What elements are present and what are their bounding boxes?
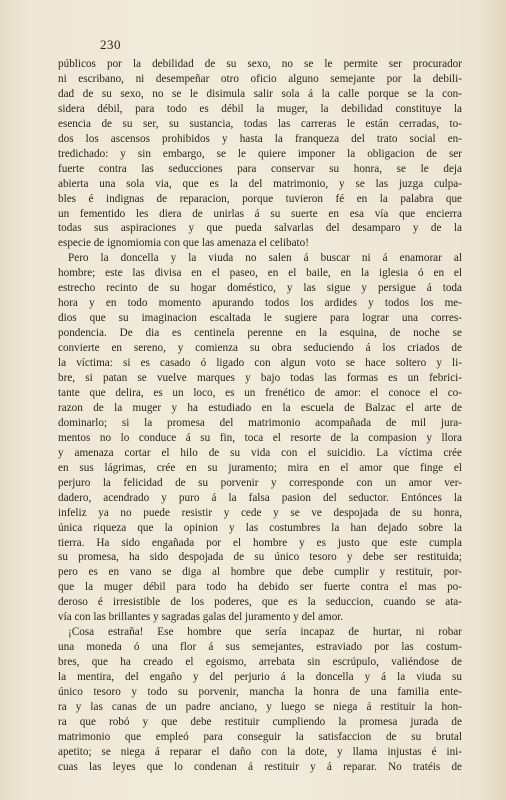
text-line: pondencia. De dia es centinela perenne en la esquina, de noche se — [58, 327, 462, 340]
text-line: bre, si patan se vuelve marques y bajo todas las formas es un febrici- — [58, 372, 462, 385]
text-line: y amenaza cortar el hilo de su vida con el suicidio. La víctima crée — [58, 446, 462, 459]
text-line: dadero, acendrado y puro á la falsa pasion del seductor. Entónces la — [58, 491, 462, 504]
page-number: 230 — [100, 37, 121, 52]
text-line: pero es en vano se diga al hombre que debe cumplir y restituir, por- — [58, 566, 462, 579]
text-line: fuerte contra las seducciones para conservar su honra, se le deja — [58, 162, 462, 175]
text-line: su promesa, ha sido despojada de su único tesoro y debe ser restituida; — [58, 551, 462, 564]
text-line: sidera débil, para todo es débil la muger, la debilidad constituye la — [58, 102, 462, 115]
text-line: ni escribano, ni desempeñar otro oficio alguno semejante por la debili- — [58, 72, 462, 85]
text-line: una moneda ó una flor á sus semejantes, estraviado por las costum- — [58, 641, 462, 654]
text-line: deroso é irresistible de los poderes, que es la seduccion, cuando se ata- — [58, 596, 462, 609]
text-line: único tesoro y todo su porvenir, mancha la honra de una familia ente- — [58, 686, 462, 699]
text-line: tredichado: y sin embargo, se le quiere imponer la obligacion de ser — [58, 147, 462, 160]
text-line: cuas las leyes que lo condenan á restituir y á reparar. No tratéis de — [58, 760, 462, 773]
text-line: la víctima: si es casado ó ligado con algun voto se hace soltero y li- — [58, 357, 462, 370]
text-line: perjuro la felicidad de su porvenir y corresponde con un amor ver- — [58, 476, 462, 489]
text-line: estrecho recinto de su hogar doméstico, y las sigue y persigue á toda — [58, 282, 462, 295]
text-line: un fementido les diera de unirlas á su suerte en esa vía que encierra — [58, 207, 462, 220]
text-line: que la muger débil para todo ha debido ser fuerte contra el mas po- — [58, 581, 462, 594]
text-line: matrimonio que empleó para conseguir la satisfaccion de su brutal — [58, 730, 462, 743]
text-line: bres, que ha creado el egoismo, arrebata sin escrúpulo, valiéndose de — [58, 656, 462, 669]
text-line: dios que su imaginacion escaltada le sugiere para lograr una corres- — [58, 312, 462, 325]
text-line: tierra. Ha sido engañada por el hombre y es justo que este cumpla — [58, 536, 462, 549]
text-line: infeliz ya no puede resistir y cede y se ve despojada de su honra, — [58, 506, 462, 519]
text-line: razon de la muger y ha estudiado en la escuela de Balzac el arte de — [58, 401, 462, 414]
text-line: todas sus aspiraciones y que pueda salvarlas del desamparo y de la — [58, 222, 462, 235]
text-line: esencia de su ser, su sustancia, todas las carreras le están cerradas, to- — [58, 117, 462, 130]
text-line: mentos no lo conduce á su fin, toca el resorte de la compasion y llora — [58, 431, 462, 444]
text-line: hombre; este las divisa en el paseo, en el baile, en la iglesia ó en el — [58, 267, 462, 280]
text-line: bles é indignas de reparacion, porque tuvieron fé en la palabra que — [58, 192, 462, 205]
text-line: ra y las canas de un padre anciano, y luego se niega á restituir la hon- — [58, 700, 462, 713]
text-line: hora y en todo momento apurando todos los ardides y todos los me- — [58, 297, 462, 310]
text-line: ra que robó y que debe restituir cumpliendo la promesa jurada de — [58, 715, 462, 728]
text-line: Pero la doncella y la viuda no salen á buscar ni á enamorar al — [68, 252, 462, 265]
text-line: públicos por la debilidad de su sexo, no se le permite ser procurador — [58, 58, 462, 70]
text-line: ¡Cosa estraña! Ese hombre que sería incapaz de hurtar, ni robar — [68, 626, 462, 639]
text-line: vía con las brillantes y sagradas galas del juramento y del amor. — [58, 611, 344, 624]
text-line: especie de ignomiomia con que las amenaza el celibato! — [58, 237, 309, 250]
text-line: convierte en sereno, y comienza su obra seduciendo á los criados de — [58, 342, 462, 355]
text-line: abierta una sola via, que es la del matrimonio, y se las juzga culpa- — [58, 177, 462, 190]
body-text — [58, 57, 462, 775]
text-line: apetito; se niega á reparar el daño con la dote, y llama injustas é ini- — [58, 745, 462, 758]
text-line: dos los ascensos prohibidos y hasta la franqueza del trato social en- — [58, 132, 462, 145]
text-line: dominarlo; si la promesa del matrimonio acompañada de mil jura- — [58, 416, 462, 429]
text-line: dad de su sexo, no se le disimula salir sola á la calle porque se la con- — [58, 87, 462, 100]
text-line: en sus lágrimas, crée en su juramento; mira en el amor que finge el — [58, 461, 462, 474]
text-line: la mentira, del engaño y del perjurio á la doncella y á la viuda su — [58, 671, 462, 684]
text-line: única riqueza que la opinion y las costumbres la han dejado sobre la — [58, 521, 462, 534]
text-line: tante que delira, es un loco, es un frenético de amor: el conoce el co- — [58, 386, 462, 399]
